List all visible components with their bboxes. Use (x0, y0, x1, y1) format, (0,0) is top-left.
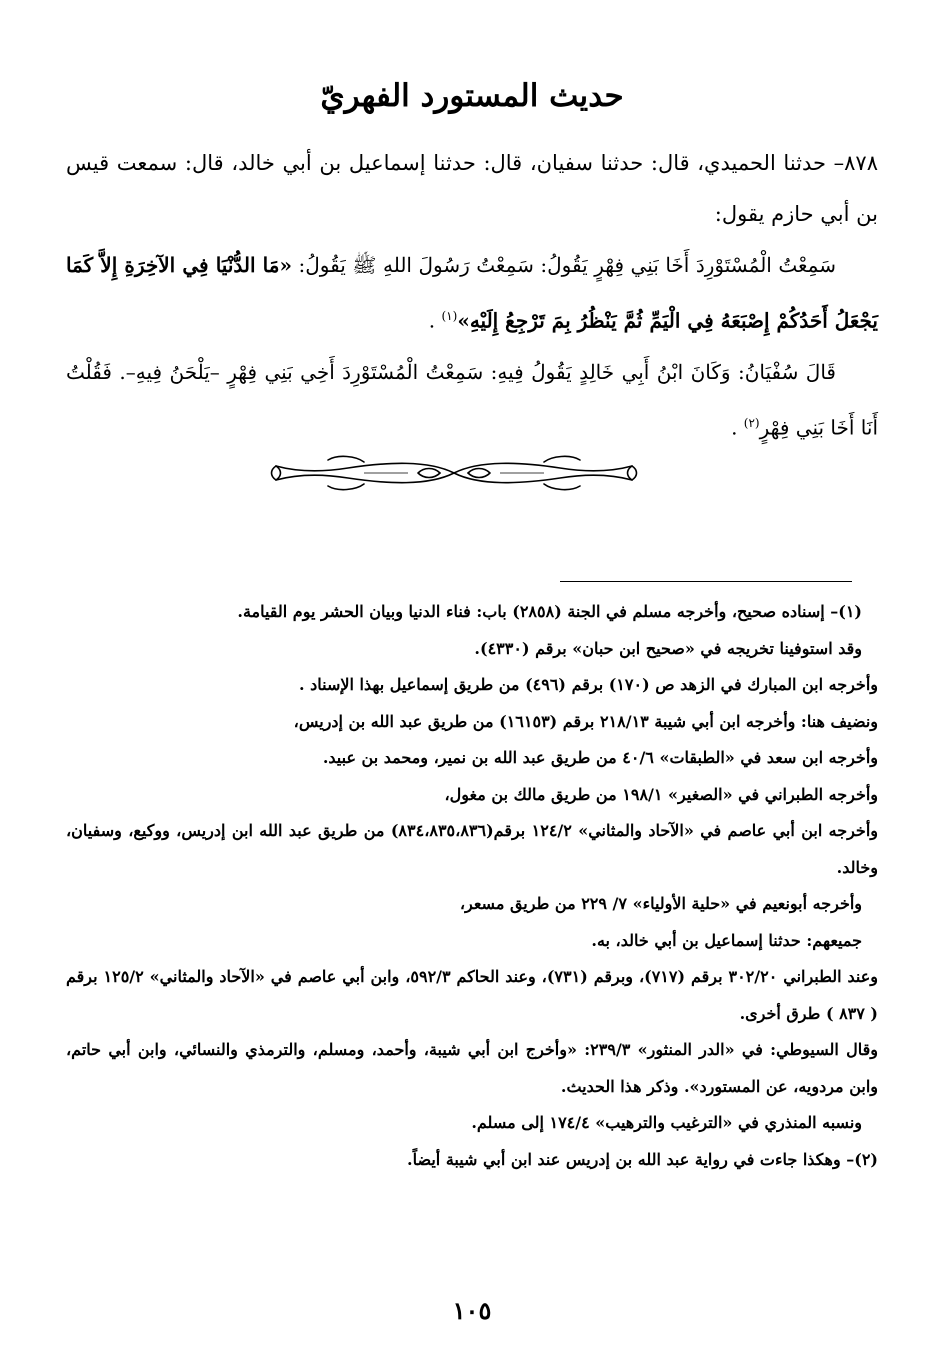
footnote-line: وأخرجه أبونعيم في «حلية الأولياء» ٧/ ٢٢٩ من طريق مسعر، (459, 894, 862, 913)
footnote-line: جميعهم: حدثنا إسماعيل بن أبي خالد، به. (591, 930, 862, 950)
footnote-2: (٢)– وهكذا جاءت في رواية عبد الله بن إدريس عند ابن أبي شيبة أيضاً. (407, 1149, 878, 1169)
footnote-line: ونضيف هنا: وأخرجه ابن أبي شيبة ٢١٨/١٣ برقم (١٦١٥٣) من طريق عبد الله بن إدريس، (293, 711, 878, 731)
footnote-line: ونسبه المنذري في «الترغيب والترهيب» ١٧٤/٤ إلى مسلم. (471, 1113, 862, 1132)
main-text (66, 138, 878, 453)
hadith-text: «مَا الدُّنْيَا فِي الآخِرَةِ إِلاَّ كَمَا يَجْعَلُ أَحَدُكُمْ إِصْبَعَهُ فِي الْيَمِّ ثُمَّ يَنْظُرُ بِمَ تَرْجِعُ إِلَيْهِ» (66, 253, 878, 333)
footnote-line: وأخرجه ابن المبارك في الزهد ص (١٧٠) برقم (٤٩٦) من طريق إسماعيل بهذا الإسناد . (299, 675, 878, 694)
footnote-line: وأخرجه ابن سعد في «الطبقات» ٤٠/٦ من طريق عبد الله بن نمير، ومحمد بن عبيد. (322, 748, 878, 767)
footnote-divider (560, 581, 852, 582)
hadith-intro: سَمِعْتُ الْمُسْتَوْرِدَ أَخَا بَنِي فِهْرٍ يَقُولُ: سَمِعْتُ رَسُولَ اللهِ ﷺ يَقُولُ: (291, 253, 836, 277)
hadith-paragraph: سَمِعْتُ الْمُسْتَوْرِدَ أَخَا بَنِي فِهْرٍ يَقُولُ: سَمِعْتُ رَسُولَ اللهِ ﷺ يَقُولُ: «مَا الدُّنْيَا فِي الآخِرَةِ إِلاَّ كَمَا يَجْعَلُ أَحَدُكُمْ إِصْبَعَهُ فِي الْيَمِّ ثُمَّ يَنْظُرُ بِمَ تَرْجِعُ إِلَيْهِ»$^{(١)}$ . (66, 253, 878, 333)
footnote-line: وأخرجه الطبراني في «الصغير» ١٩٨/١ من طريق مالك بن مغول، (444, 784, 878, 804)
sufyan-paragraph: قَالَ سُفْيَانُ: وَكَانَ ابْنُ أَبِي خَالِدٍ يَقُولُ فِيهِ: سَمِعْتُ الْمُسْتَوْرِدَ أَخِي بَنِي فِهْرٍ –يَلْحَنُ فِيهِ–. فَقُلْتُ أَنَا أَخَا بَنِي فِهْرٍ$^{(٢)}$ . (66, 359, 878, 440)
footnote-line: وعند الطبراني ٣٠٢/٢٠ برقم (٧١٧)، وبرقم (٧٣١)، وعند الحاكم ٥٩٢/٣، وابن أبي عاصم في «الآحاد والمثاني» ١٢٥/٢ برقم ( ٨٣٧ ) طرق أخرى. (66, 967, 878, 1023)
footnote-line: وقد استوفينا تخريجه في «صحيح ابن حبان» برقم (٤٣٣٠). (474, 638, 862, 658)
footnote-1: (١)– إسناده صحيح، وأخرجه مسلم في الجنة (٢٨٥٨) باب: فناء الدنيا وبيان الحشر يوم القيامة. (237, 602, 862, 621)
footnote-ref-1: (١) (441, 309, 458, 323)
chapter-title: حديث المستورد الفهريّ (320, 78, 624, 114)
sufyan-text: قَالَ سُفْيَانُ: وَكَانَ ابْنُ أَبِي خَالِدٍ يَقُولُ فِيهِ: سَمِعْتُ الْمُسْتَوْرِدَ أَخِي بَنِي فِهْرٍ –يَلْحَنُ فِيهِ–. فَقُلْتُ أَنَا أَخَا بَنِي فِهْرٍ (66, 359, 878, 440)
footnotes (66, 594, 878, 1178)
page-number: ١٠٥ (452, 1296, 492, 1325)
footnote-line: وأخرجه ابن أبي عاصم في «الآحاد والمثاني» ١٢٤/٢ برقم(٨٣٤،٨٣٥،٨٣٦) من طريق عبد الله ابن إدريس، ووكيع، وسفيان، وخالد. (66, 821, 878, 877)
footnote-line: وقال السيوطي: في «الدر المنثور» ٢٣٩/٣: «وأخرج ابن أبي شيبة، وأحمد، ومسلم، والترمذي والنسائي، وابن أبي حاتم، وابن مردويه، عن المستورد». وذكر هذا الحديث. (66, 1040, 878, 1096)
footnote-ref-2: (٢) (743, 415, 760, 430)
isnad-paragraph: ٨٧٨– حدثنا الحميدي، قال: حدثنا سفيان، قال: حدثنا إسماعيل بن أبي خالد، قال: سمعت قيس بن أبي حازم يقول: (66, 151, 878, 226)
decorative-ornament (268, 452, 640, 494)
